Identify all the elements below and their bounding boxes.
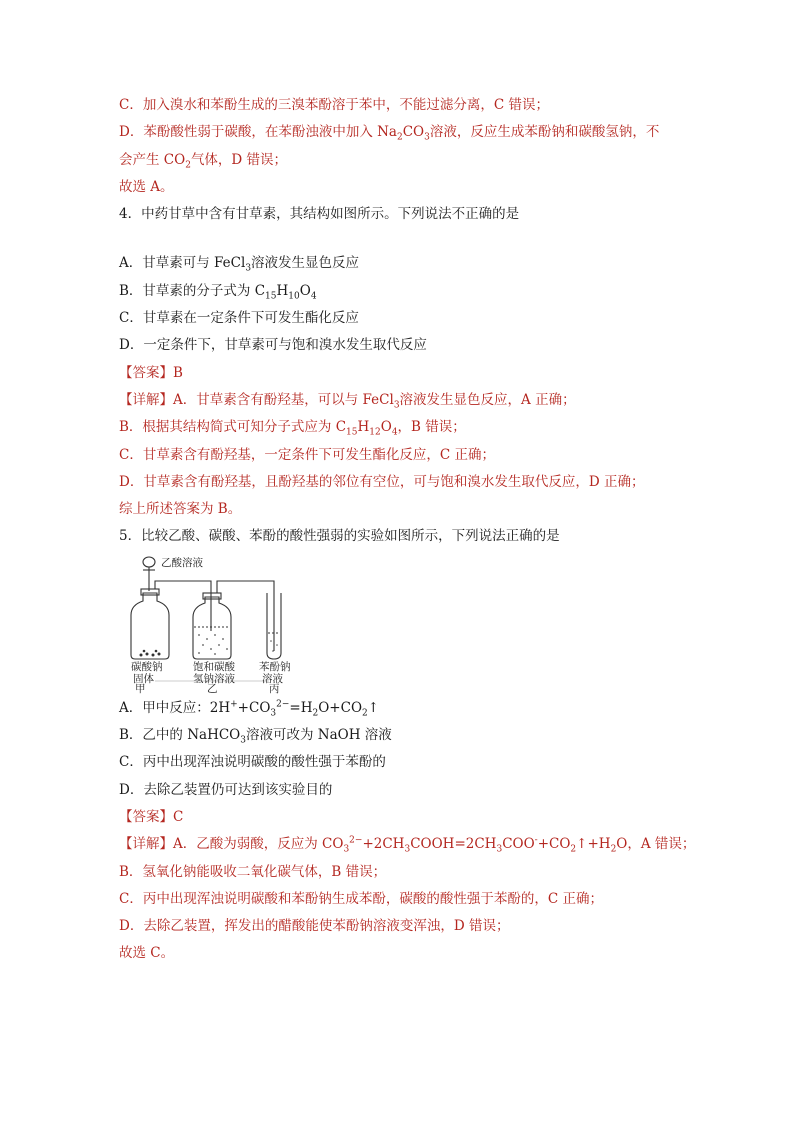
q4-option-a: A．甘草素可与 FeCl$_3$溶液发生显色反应 <box>119 255 360 275</box>
funnel-bulb <box>143 557 155 567</box>
q5-answer: 【答案】C <box>119 808 184 825</box>
label-jia-line2: 固体 <box>133 672 154 685</box>
q4-option-c: C．甘草素在一定条件下可发生酯化反应 <box>119 310 359 327</box>
q5-option-b: B．乙中的 NaHCO$_3$溶液可改为 NaOH 溶液 <box>119 727 392 746</box>
bottle-yi-stopper <box>203 593 221 599</box>
q4-answer: 【答案】B <box>119 364 183 381</box>
q4-stem: 4．中药甘草中含有甘草素，其结构如图所示。下列说法不正确的是 <box>119 206 520 223</box>
q5-option-d: D．去除乙装置仍可达到该实验目的 <box>119 781 333 798</box>
label-acetic-acid: 乙酸溶液 <box>161 556 203 569</box>
label-bing-line1: 苯酚钠 <box>259 660 291 673</box>
bottle-yi-liquid <box>198 634 228 655</box>
q5-apparatus-figure <box>119 553 309 695</box>
q4-explanation-c: C．甘草素含有酚羟基，一定条件下可发生酯化反应，C 正确； <box>119 446 495 463</box>
prev-option-d-explanation-line2: 会产生 $CO_2$气体，D 错误； <box>119 151 288 171</box>
tube-jia-to-yi <box>155 581 211 631</box>
label-yi: 乙 <box>207 682 218 695</box>
label-yi-line1: 饱和碳酸 <box>193 660 235 673</box>
q5-explanation-c: C．丙中出现浑浊说明碳酸和苯酚钠生成苯酚，碳酸的酸性强于苯酚的，C 正确； <box>119 890 603 907</box>
flask-jia-solid <box>140 649 161 656</box>
q4-explanation-d: D．甘草素含有酚羟基，且酚羟基的邻位有空位，可与饱和溴水发生取代反应，D 正确； <box>119 473 645 490</box>
document-page <box>119 92 696 968</box>
flask-jia-stopper <box>141 589 159 595</box>
q5-explanation-d: D．去除乙装置，挥发出的醋酸能使苯酚钠溶液变浑浊，D 错误； <box>119 918 510 935</box>
q4-explanation-b: B．根据其结构简式可知分子式应为 $C_{15}H_{12}O_4$，B 错误； <box>119 419 466 438</box>
q4-structure-placeholder <box>119 228 679 250</box>
q5-option-a: A．甲中反应：$2H^++CO_3^{2-}=H_2O+CO_2↑$ <box>119 699 380 719</box>
tube-yi-to-bing <box>217 581 274 651</box>
q4-option-b: B．甘草素的分子式为 $C_{15}H_{10}O_4$ <box>119 282 317 302</box>
label-jia: 甲 <box>135 682 146 695</box>
label-bing-line2: 溶液 <box>262 672 283 685</box>
q5-option-c: C．丙中出现浑浊说明碳酸的酸性强于苯酚的 <box>119 754 386 771</box>
flask-jia <box>131 593 169 659</box>
q5-explanation-b: B．氢氧化钠能吸收二氧化碳气体，B 错误； <box>119 863 387 880</box>
prev-option-c-explanation: C．加入溴水和苯酚生成的三溴苯酚溶于苯中，不能过滤分离，C 错误； <box>119 97 549 113</box>
q4-summary: 综上所述答案为 B。 <box>119 501 242 518</box>
label-yi-line2: 氢钠溶液 <box>193 672 235 685</box>
q5-conclusion: 故选 C。 <box>119 945 175 962</box>
bottle-yi <box>193 597 231 659</box>
q5-explanation-a: 【详解】A．乙酸为弱酸，反应为 $CO_3^{2-}+2CH_3COOH=2CH_3COO^-+CO_2↑+H_2O$，A 错误； <box>119 835 696 855</box>
q4-option-d: D．一定条件下，甘草素可与饱和溴水发生取代反应 <box>119 337 427 354</box>
prev-option-d-explanation-line1: D．苯酚酸性弱于碳酸，在苯酚浊液中加入 $Na_2CO_3$溶液，反应生成苯酚钠和碳酸氢钠，不 <box>119 124 660 143</box>
label-jia-line1: 碳酸钠 <box>131 660 163 673</box>
q5-stem: 5．比较乙酸、碳酸、苯酚的酸性强弱的实验如图所示，下列说法正确的是 <box>119 528 560 545</box>
prev-conclusion: 故选 A。 <box>119 178 174 195</box>
label-bing: 丙 <box>269 682 280 695</box>
q4-explanation-a: 【详解】A．甘草素含有酚羟基，可以与 FeCl$_3$溶液发生显色反应，A 正确； <box>119 391 576 411</box>
